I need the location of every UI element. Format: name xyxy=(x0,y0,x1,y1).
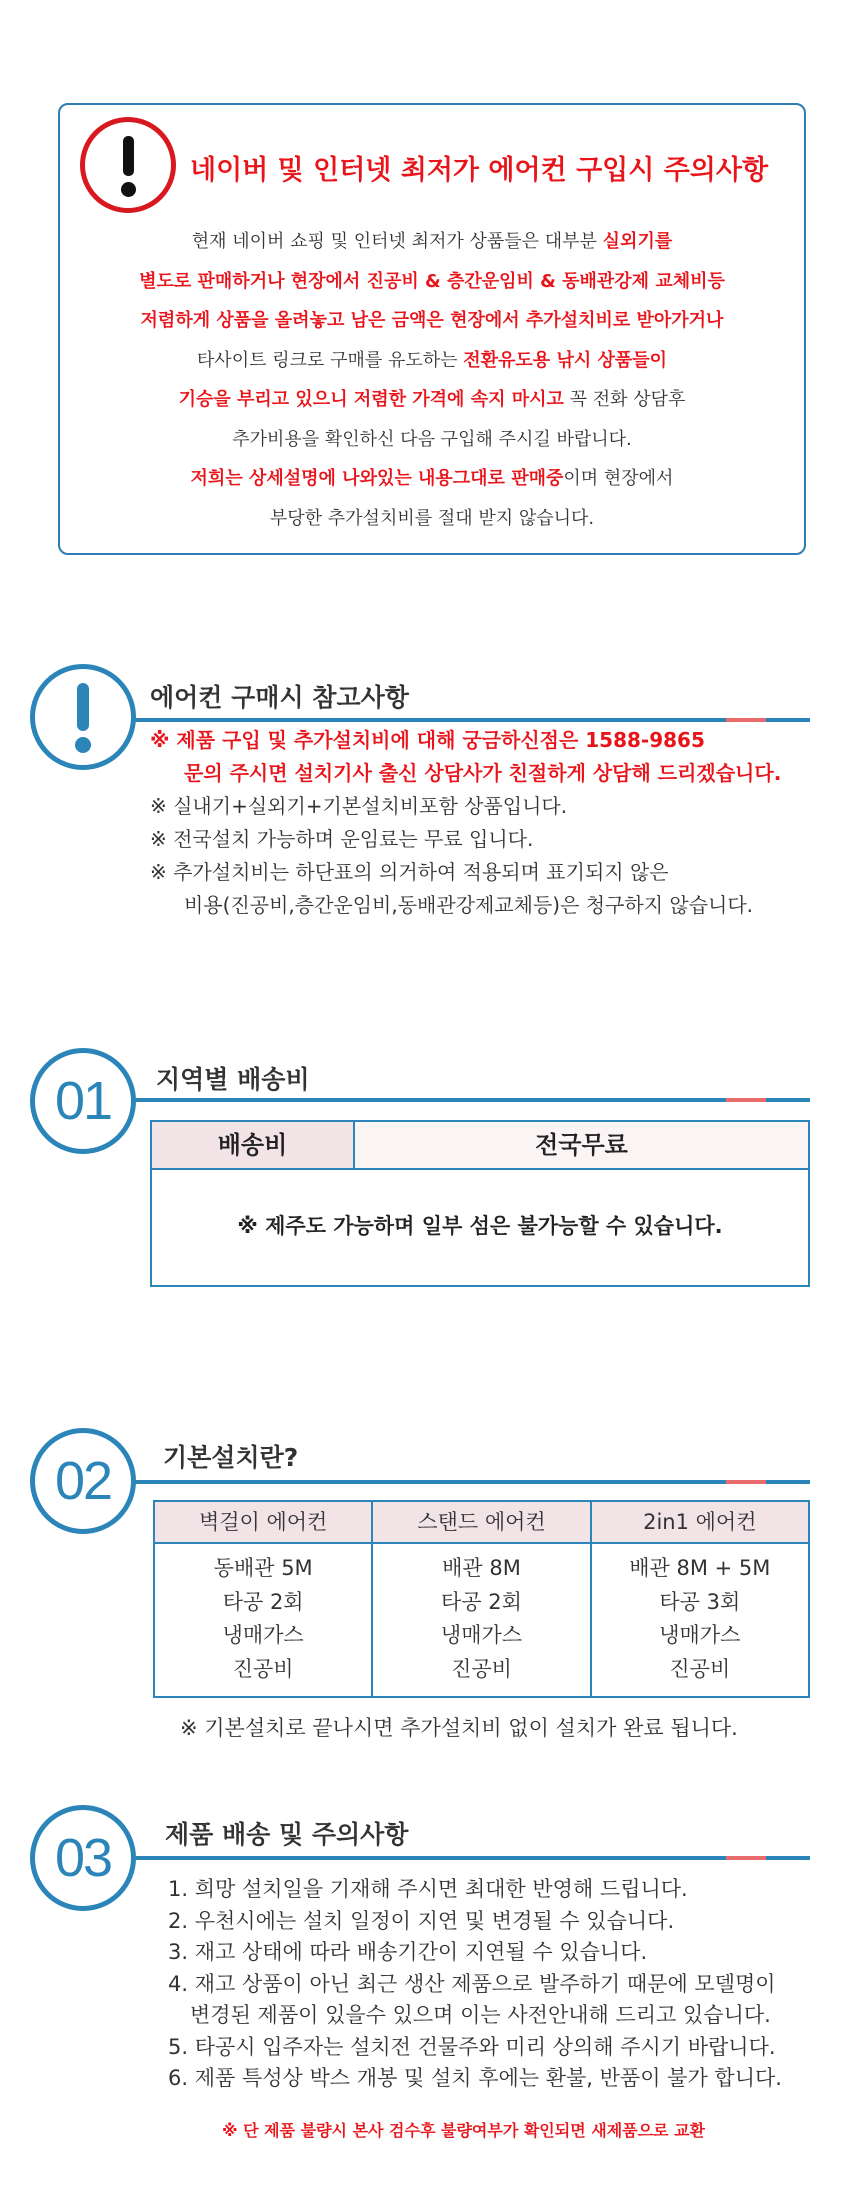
basic-install-note: ※ 기본설치로 끝나시면 추가설치비 없이 설치가 완료 됩니다. xyxy=(180,1716,738,1740)
column-header-wall: 벽걸이 에어컨 xyxy=(198,1510,328,1534)
warning-text-run: 저희는 상세설명에 나와있는 내용그대로 판매중 xyxy=(190,468,564,489)
reference-item: ※ 실내기+실외기+기본설치비포함 상품입니다. xyxy=(150,794,568,818)
column-wall xyxy=(155,1544,371,1696)
table-cell: 진공비 xyxy=(669,1656,731,1681)
defect-exchange-note: ※ 단 제품 불량시 본사 검수후 불량여부가 확인되면 새제품으로 교환 xyxy=(222,2121,706,2140)
warning-line xyxy=(60,341,804,381)
reference-list xyxy=(150,724,850,922)
list-item: 6. 제품 특성상 박스 개봉 및 설치 후에는 환불, 반품이 불가 합니다. xyxy=(168,2066,782,2090)
list-item: 5. 타공시 입주자는 설치전 건물주와 미리 상의해 주시기 바랍니다. xyxy=(168,2034,776,2059)
column-header-stand: 스탠드 에어컨 xyxy=(371,1502,589,1542)
warning-icon xyxy=(80,117,176,213)
exclamation-icon xyxy=(30,664,136,770)
section-divider xyxy=(134,718,810,722)
list-item: 변경된 제품이 있을수 있으며 이는 사전안내해 드리고 있습니다. xyxy=(190,2003,771,2027)
section-02-title: 기본설치란? xyxy=(163,1443,299,1472)
warning-text-run: 저렴하게 상품을 올려놓고 남은 금액은 현장에서 추가설치비로 받아가거나 xyxy=(140,310,724,331)
reference-item: 비용(진공비,층간운임비,동배관강제교체등)은 청구하지 않습니다. xyxy=(184,893,754,917)
warning-text-run: 부당한 추가설치비를 절대 받지 않습니다. xyxy=(269,507,595,529)
table-cell: 타공 2회 xyxy=(222,1589,304,1614)
table-cell: 냉매가스 xyxy=(440,1623,523,1647)
table-cell: 배관 8M xyxy=(442,1556,521,1580)
section-divider-accent xyxy=(726,1480,766,1484)
reference-title: 에어컨 구매시 참고사항 xyxy=(150,683,409,712)
section-divider xyxy=(134,1856,810,1860)
table-cell: 타공 2회 xyxy=(441,1589,522,1614)
shipping-fee-value: 전국무료 xyxy=(355,1122,808,1168)
warning-text-run: 실외기를 xyxy=(602,231,673,252)
shipping-fee-table xyxy=(150,1120,810,1287)
table-cell: 냉매가스 xyxy=(222,1623,304,1647)
section-divider xyxy=(134,1480,810,1484)
section-divider xyxy=(134,1098,810,1102)
warning-line xyxy=(60,420,804,460)
section-01-badge xyxy=(30,1048,136,1154)
shipping-fee-label: 배송비 xyxy=(152,1122,355,1168)
delivery-notice-list xyxy=(168,1874,828,2095)
warning-line xyxy=(60,380,804,420)
list-item: 2. 우천시에는 설치 일정이 지연 및 변경될 수 있습니다. xyxy=(168,1908,675,1933)
warning-text-run: 추가비용을 확인하신 다음 구입해 주시길 바랍니다. xyxy=(232,428,632,450)
shipping-fee-note: ※ 제주도 가능하며 일부 섬은 불가능할 수 있습니다. xyxy=(237,1214,723,1238)
table-cell: 냉매가스 xyxy=(659,1623,741,1647)
table-cell: 동배관 5M xyxy=(213,1556,313,1580)
reference-item: ※ 전국설치 가능하며 운임료는 무료 입니다. xyxy=(150,827,534,851)
column-2in1 xyxy=(590,1544,808,1696)
reference-item: ※ 추가설치비는 하단표의 의거하여 적용되며 표기되지 않은 xyxy=(150,860,669,884)
warning-text xyxy=(60,222,804,538)
column-stand xyxy=(371,1544,589,1696)
section-divider-accent xyxy=(726,1098,766,1102)
table-cell: 진공비 xyxy=(232,1656,294,1681)
table-cell: 배관 8M + 5M xyxy=(629,1556,771,1580)
warning-title: 네이버 및 인터넷 최저가 에어컨 구입시 주의사항 xyxy=(190,155,769,186)
warning-line xyxy=(60,301,804,341)
section-03-title: 제품 배송 및 주의사항 xyxy=(165,1820,409,1849)
warning-text-run: 기승을 부리고 있으니 저렴한 가격에 속지 마시고 xyxy=(178,389,564,410)
warning-text-run: 전환유도용 낚시 상품들이 xyxy=(463,349,668,371)
table-cell: 진공비 xyxy=(451,1656,512,1681)
section-divider-accent xyxy=(726,1856,766,1860)
warning-line xyxy=(60,222,804,262)
warning-text-run: 별도로 판매하거나 현장에서 진공비 & 층간운임비 & 동배관강제 교체비등 xyxy=(139,270,725,292)
warning-line xyxy=(60,262,804,302)
table-cell: 타공 3회 xyxy=(659,1589,741,1614)
reference-item: ※ 제품 구입 및 추가설치비에 대해 궁금하신점은 1588-9865 xyxy=(150,728,705,752)
list-item: 4. 재고 상품이 아닌 최근 생산 제품으로 발주하기 때문에 모델명이 xyxy=(168,1971,776,1996)
section-02-badge xyxy=(30,1428,136,1534)
section-01-number: 01 xyxy=(54,1071,112,1131)
section-03-badge xyxy=(30,1805,136,1911)
warning-line xyxy=(60,459,804,499)
warning-text-run: 꼭 전화 상담후 xyxy=(563,389,686,410)
section-01-title: 지역별 배송비 xyxy=(156,1065,310,1094)
list-item: 3. 재고 상태에 따라 배송기간이 지연될 수 있습니다. xyxy=(168,1940,648,1964)
warning-text-run: 타사이트 링크로 구매를 유도하는 xyxy=(196,349,464,371)
reference-item: 문의 주시면 설치기사 출신 상담사가 친절하게 상담해 드리겠습니다. xyxy=(184,761,782,785)
section-03-number: 03 xyxy=(54,1828,112,1888)
list-item: 1. 희망 설치일을 기재해 주시면 최대한 반영해 드립니다. xyxy=(168,1877,688,1901)
warning-line xyxy=(60,499,804,539)
section-02-number: 02 xyxy=(54,1451,112,1511)
warning-text-run: 이며 현장에서 xyxy=(563,468,674,489)
column-header-2in1: 2in1 에어컨 xyxy=(590,1502,808,1542)
warning-text-run: 현재 네이버 쇼핑 및 인터넷 최저가 상품들은 대부분 xyxy=(191,231,603,252)
section-divider-accent xyxy=(726,718,766,722)
basic-install-table xyxy=(153,1500,810,1698)
